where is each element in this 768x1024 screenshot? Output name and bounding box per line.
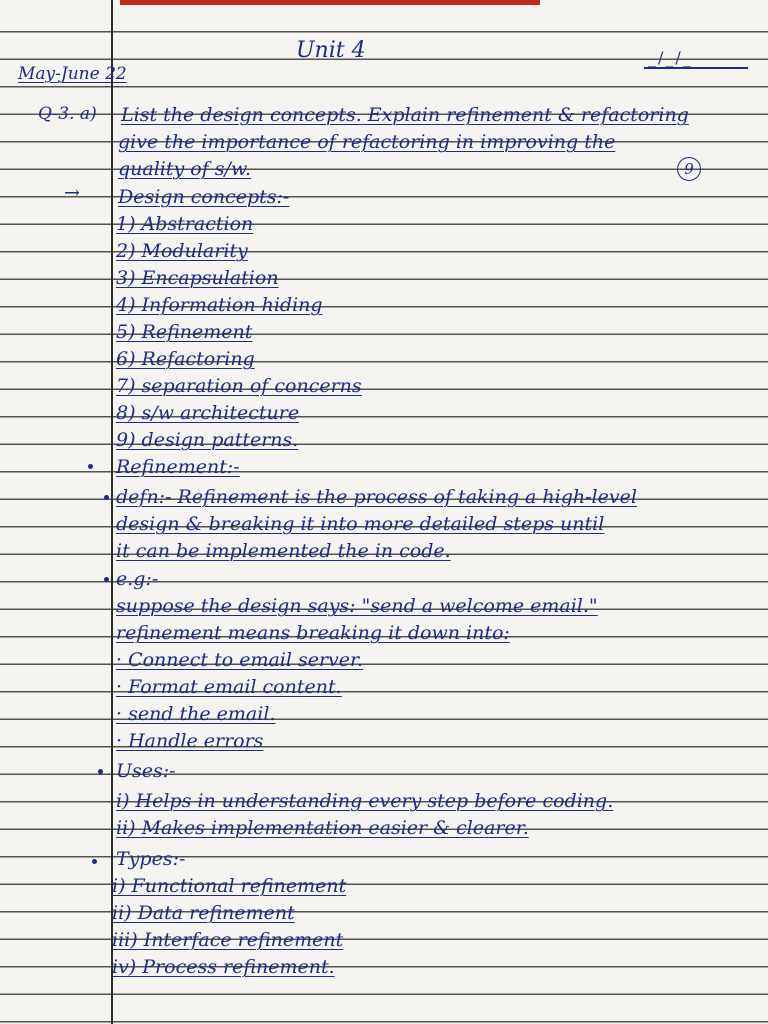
use-item: ii) Makes implementation easier & clearer. (116, 817, 529, 839)
example-line-2: refinement means breaking it down into: (116, 622, 510, 644)
question-line-2: give the importance of refactoring in improving the (118, 131, 616, 153)
date-field: _/_/_ (648, 48, 693, 67)
refinement-def-line-1: defn:- Refinement is the process of taking a high-level (116, 486, 637, 508)
types-label: Types:- (116, 848, 186, 870)
concept-item: 8) s/w architecture (116, 402, 300, 424)
bullet-dot (88, 464, 93, 469)
question-line-1: List the design concepts. Explain refinement & refactoring (121, 104, 689, 126)
concept-item: 6) Refactoring (116, 348, 255, 370)
design-concepts-heading: Design concepts:- (118, 186, 290, 208)
bullet-dot (104, 577, 109, 582)
bullet-dot (92, 859, 97, 864)
concept-item: 5) Refinement (116, 321, 253, 343)
example-step: · Connect to email server. (116, 649, 364, 671)
concept-item: 7) separation of concerns (116, 375, 362, 397)
example-step: · Format email content. (116, 676, 342, 698)
unit-title: Unit 4 (296, 38, 366, 63)
bullet-dot (104, 495, 109, 500)
type-item: ii) Data refinement (112, 902, 295, 924)
example-label: e.g:- (116, 568, 159, 590)
type-item: iii) Interface refinement (112, 929, 344, 951)
marks-badge: 9 (677, 157, 701, 181)
example-step: · Handle errors (116, 730, 264, 752)
type-item: i) Functional refinement (112, 875, 347, 897)
type-item: iv) Process refinement. (112, 956, 335, 978)
concept-item: 1) Abstraction (116, 213, 254, 235)
concept-item: 4) Information hiding (116, 294, 323, 316)
date-underline (644, 67, 748, 69)
use-item: i) Helps in understanding every step before coding. (116, 790, 614, 812)
example-step: · send the email. (116, 703, 276, 725)
concept-item: 2) Modularity (116, 240, 248, 262)
bullet-dot (98, 769, 103, 774)
refinement-heading: Refinement:- (116, 456, 240, 478)
question-line-3: quality of s/w. (118, 158, 251, 180)
margin-line (111, 0, 113, 1024)
arrow-icon: → (64, 182, 80, 204)
question-number: Q-3. a) (38, 104, 97, 124)
uses-label: Uses:- (116, 760, 176, 782)
concept-item: 9) design patterns. (116, 429, 299, 451)
example-line-1: suppose the design says: "send a welcome email." (116, 595, 598, 617)
page-top-edge (120, 0, 540, 5)
exam-label: May-June 22 (18, 64, 127, 84)
refinement-def-line-3: it can be implemented the in code. (116, 540, 451, 562)
concept-item: 3) Encapsulation (116, 267, 279, 289)
refinement-def-line-2: design & breaking it into more detailed steps until (116, 513, 605, 535)
